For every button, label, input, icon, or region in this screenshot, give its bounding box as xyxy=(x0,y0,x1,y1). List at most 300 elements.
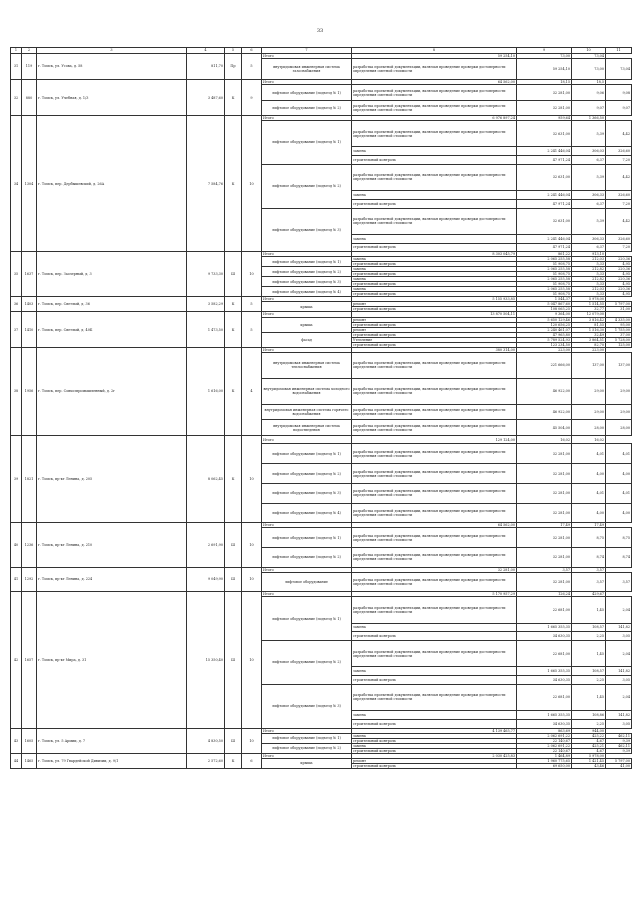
work-type: ремонт xyxy=(352,302,517,307)
value-11: 4,42 xyxy=(606,208,632,234)
value-9: 2 065 255,58 xyxy=(517,267,572,272)
value-9: 32 281,00 xyxy=(517,503,572,523)
value-10: 959,64 xyxy=(517,116,572,121)
work-type: строительный контроль xyxy=(352,156,517,165)
work-type: разработка проектной документации, включая проведение проверки достоверности определения сметной стоимости xyxy=(352,420,517,435)
value-11: 462,11 xyxy=(606,743,632,748)
value-11: 5 728,00 xyxy=(606,337,632,342)
value-10: 306,03 xyxy=(572,147,606,156)
value-11: 3,57 xyxy=(606,572,632,592)
category: К xyxy=(225,80,242,116)
value-11: 28,00 xyxy=(606,420,632,435)
value-11: 16,02 xyxy=(572,435,606,444)
work-type: строительный контроль xyxy=(352,262,517,267)
floors: 10 xyxy=(242,116,262,252)
value-10: 3,57 xyxy=(572,572,606,592)
value-9: 22 140,67 xyxy=(517,748,572,753)
value-10: 43,46 xyxy=(572,763,606,768)
building-code: 1637 xyxy=(22,252,37,297)
value-9: 59 254,10 xyxy=(517,58,572,80)
value-10: 4,00 xyxy=(572,464,606,484)
work-type: ремонт xyxy=(352,317,517,322)
table-row xyxy=(11,592,632,595)
value-11: 2,04 xyxy=(606,684,632,710)
value-10: 2,25 xyxy=(572,676,606,685)
element-name: лифтовое оборудование (подъезд № 2) xyxy=(262,100,352,115)
value-10: 126,24 xyxy=(517,592,572,597)
value-10: 5,33 xyxy=(572,292,606,297)
value-10: 9,07 xyxy=(572,100,606,115)
value-9: 32 631,00 xyxy=(517,164,572,190)
column-number: 4 xyxy=(187,48,225,54)
value-11: 5 978,00 xyxy=(572,753,606,758)
value-9: 108 065,25 xyxy=(517,307,572,312)
work-type: разработка проектной документации, включая проведение проверки достоверности определения сметной стоимости xyxy=(352,572,517,592)
work-type: замена xyxy=(352,667,517,676)
element-name: фасад xyxy=(262,332,352,347)
value-11: 4,42 xyxy=(606,164,632,190)
floors: 10 xyxy=(242,592,262,728)
value-11: 462,11 xyxy=(606,733,632,738)
value-11: 2,04 xyxy=(606,641,632,667)
value-11: 1 366,50 xyxy=(572,116,606,121)
work-type: Итого xyxy=(262,592,352,597)
area: 8 062,45 xyxy=(187,435,225,523)
work-type: разработка проектной документации, включая проведение проверки достоверности определения сметной стоимости xyxy=(352,85,517,100)
value-10: 8,74 xyxy=(572,547,606,567)
value-9: 123 234,50 xyxy=(517,342,572,347)
value-10: 4,00 xyxy=(572,503,606,523)
work-type: ремонт xyxy=(352,327,517,332)
value-11: 7,20 xyxy=(606,199,632,208)
work-type: замена xyxy=(352,623,517,632)
value-11: 17,49 xyxy=(572,523,606,528)
value-11: 3,57 xyxy=(572,567,606,572)
work-type: Итого xyxy=(262,53,352,58)
value-11: 1 755,00 xyxy=(606,327,632,332)
element-name: внутридомовая инженерная система теплоснабжения xyxy=(262,352,352,378)
work-type: строительный контроль xyxy=(352,199,517,208)
value-11: 3,05 xyxy=(606,676,632,685)
value-10: 17,49 xyxy=(517,523,572,528)
value-9: 6 976 897,24 xyxy=(352,116,517,121)
value-9: 34 630,35 xyxy=(517,719,572,728)
work-type: Итого xyxy=(262,728,352,733)
value-11: 9,39 xyxy=(606,748,632,753)
value-11: 4 335,00 xyxy=(606,317,632,322)
value-10: 1 421,45 xyxy=(572,758,606,763)
value-10: 425,22 xyxy=(572,733,606,738)
floors: 5 xyxy=(242,53,262,80)
value-11: 220,36 xyxy=(606,287,632,292)
value-9: 22 681,00 xyxy=(517,684,572,710)
address: г. Томск, ул. 79 Гвардейской Дивизии, д. 9/1 xyxy=(37,753,187,768)
value-11: 5 797,00 xyxy=(606,758,632,763)
address: г. Томск, пер. Дербышевский, д. 26А xyxy=(37,116,187,252)
value-10: 6,37 xyxy=(572,199,606,208)
building-code: 1605 xyxy=(22,728,37,753)
area: 9 049,90 xyxy=(187,567,225,592)
category: К xyxy=(225,753,242,768)
value-10: 108,57 xyxy=(572,667,606,676)
value-9: 51 908,75 xyxy=(517,262,572,267)
table-row xyxy=(11,297,632,300)
value-9: 46 922,00 xyxy=(517,378,572,404)
value-9: 34 630,35 xyxy=(517,676,572,685)
value-9: 47 971,24 xyxy=(517,243,572,252)
value-9: 51 908,75 xyxy=(517,272,572,277)
value-11: 326,60 xyxy=(606,191,632,200)
value-10: 3 816,42 xyxy=(572,317,606,322)
value-10: 9 364,00 xyxy=(517,312,572,317)
element-name: крыша xyxy=(262,302,352,312)
value-11: 9,08 xyxy=(606,85,632,100)
address: г. Томск, ул. Учебная, д. 1/3 xyxy=(37,80,187,116)
value-10: 32,49 xyxy=(572,332,606,337)
value-9: 8 303 045,79 xyxy=(352,252,517,257)
work-type: замена xyxy=(352,711,517,720)
row-number: 43 xyxy=(11,728,22,753)
value-9: 22 681,00 xyxy=(517,641,572,667)
work-type: строительный контроль xyxy=(352,322,517,327)
value-11: 12 079,00 xyxy=(572,312,606,317)
column-number: 9 xyxy=(517,48,572,54)
element-name: лифтовое оборудование (подъезд № 2) xyxy=(262,267,352,277)
value-9: 2 065 255,58 xyxy=(517,277,572,282)
value-9: 2 062 691,22 xyxy=(517,733,572,738)
work-type: разработка проектной документации, включая проведение проверки достоверности определения сметной стоимости xyxy=(352,444,517,464)
value-11: 41,00 xyxy=(606,763,632,768)
value-11: 220,36 xyxy=(606,257,632,262)
column-number: 7 xyxy=(262,48,352,54)
value-10: 223,00 xyxy=(517,347,572,352)
value-11: 220,36 xyxy=(606,267,632,272)
work-type: Итого xyxy=(262,80,352,85)
work-type: замена xyxy=(352,234,517,243)
row-number: 41 xyxy=(11,567,22,592)
work-type: Итого xyxy=(262,435,352,444)
work-type: замена xyxy=(352,287,517,292)
value-10: 32,77 xyxy=(572,307,606,312)
work-type: разработка проектной документации, включая проведение проверки достоверности определения сметной стоимости xyxy=(352,684,517,710)
value-10: 1,45 xyxy=(572,597,606,623)
value-10: 18,15 xyxy=(517,80,572,85)
element-name: лифтовое оборудование (подъезд № 2) xyxy=(262,164,352,208)
element-name: лифтовое оборудование xyxy=(262,572,352,592)
value-11: 37,00 xyxy=(606,332,632,337)
value-9: 45 504,00 xyxy=(517,420,572,435)
category: К xyxy=(225,116,242,252)
value-10: 2,25 xyxy=(572,719,606,728)
element-name: внутридомовая инженерная система водоотведения xyxy=(262,420,352,435)
row-number: 39 xyxy=(11,435,22,523)
value-9: 34 630,35 xyxy=(517,632,572,641)
value-10: 16,02 xyxy=(517,435,572,444)
value-11: 223,00 xyxy=(572,347,606,352)
work-type: разработка проектной документации, включая проведение проверки достоверности определения сметной стоимости xyxy=(352,352,517,378)
building-code: 1403 xyxy=(22,297,37,312)
value-11: 4,42 xyxy=(606,121,632,147)
work-type: разработка проектной документации, включая проведение проверки достоверности определения сметной стоимости xyxy=(352,121,517,147)
area: 3 582,29 xyxy=(187,297,225,312)
work-type: замена xyxy=(352,743,517,748)
value-11: 137,00 xyxy=(606,352,632,378)
value-11: 8,75 xyxy=(606,528,632,548)
floors: 9 xyxy=(242,80,262,116)
value-9: 46 922,00 xyxy=(517,405,572,420)
building-code: 880 xyxy=(22,80,37,116)
value-11: 73,04 xyxy=(606,58,632,80)
element-name: внутридомовая инженерная система холодного водоснабжения xyxy=(262,378,352,404)
category: Ш xyxy=(225,592,242,728)
value-10: 425,21 xyxy=(572,743,606,748)
table-row xyxy=(11,567,632,570)
work-type: строительный контроль xyxy=(352,243,517,252)
value-11: 5 978,00 xyxy=(572,297,606,302)
value-10: 5,39 xyxy=(572,208,606,234)
element-name: лифтовое оборудование (подъезд № 4) xyxy=(262,503,352,523)
table-row xyxy=(11,728,632,731)
work-type: разработка проектной документации, включая проведение проверки достоверности определения сметной стоимости xyxy=(352,208,517,234)
floors: 10 xyxy=(242,567,262,592)
category: Ш xyxy=(225,728,242,753)
element-name: лифтовое оборудование (подъезд № 1) xyxy=(262,444,352,464)
value-11: 9,39 xyxy=(606,738,632,743)
work-type: строительный контроль xyxy=(352,719,517,728)
floors: 6 xyxy=(242,753,262,768)
category: Ш xyxy=(225,252,242,297)
building-code: 1465 xyxy=(22,753,37,768)
floors: 10 xyxy=(242,728,262,753)
area: 7 584,76 xyxy=(187,116,225,252)
work-type: замена xyxy=(352,257,517,262)
work-type: Итого xyxy=(262,753,352,758)
work-type: строительный контроль xyxy=(352,282,517,287)
column-number: 5 xyxy=(225,48,242,54)
value-11: 4,95 xyxy=(606,282,632,287)
work-type: замена xyxy=(352,267,517,272)
value-11: 4,95 xyxy=(606,262,632,267)
value-9: 2 241 446,04 xyxy=(517,191,572,200)
value-10: 1 544,37 xyxy=(517,297,572,302)
value-11: 141,82 xyxy=(606,623,632,632)
value-9: 32 281,00 xyxy=(517,483,572,503)
building-code: 1292 xyxy=(22,567,37,592)
value-9: 32 281,00 xyxy=(517,572,572,592)
value-10: 212,82 xyxy=(572,267,606,272)
work-type: строительный контроль xyxy=(352,272,517,277)
work-type: замена xyxy=(352,733,517,738)
element-name: лифтовое оборудование (подъезд № 1) xyxy=(262,528,352,548)
work-type: разработка проектной документации, включая проведение проверки достоверности определения сметной стоимости xyxy=(352,503,517,523)
work-type: разработка проектной документации, включая проведение проверки достоверности определения сметной стоимости xyxy=(352,547,517,567)
element-name: лифтовое оборудование (подъезд № 1) xyxy=(262,257,352,267)
value-10: 1 514,55 xyxy=(572,302,606,307)
element-name: лифтовое оборудование (подъезд № 3) xyxy=(262,684,352,728)
value-9: 5 155 933,85 xyxy=(352,297,517,302)
value-10: 137,00 xyxy=(572,352,606,378)
floors: 10 xyxy=(242,523,262,567)
value-9: 2 241 446,04 xyxy=(517,147,572,156)
value-10: 861,22 xyxy=(517,252,572,257)
address: г. Томск, пер. Совхозпромышленный, д. 2г xyxy=(37,347,187,435)
value-10: 212,03 xyxy=(572,257,606,262)
value-10: 1,45 xyxy=(572,641,606,667)
column-number: 2 xyxy=(22,48,37,54)
work-type: разработка проектной документации, включая проведение проверки достоверности определения сметной стоимости xyxy=(352,641,517,667)
row-number: 36 xyxy=(11,297,22,312)
value-10: 3 864,51 xyxy=(572,337,606,342)
value-11: 944,00 xyxy=(572,728,606,733)
row-number: 44 xyxy=(11,753,22,768)
work-type: строительный контроль xyxy=(352,763,517,768)
building-code: 1236 xyxy=(22,523,37,567)
area: 2 691,90 xyxy=(187,523,225,567)
value-11: 4,01 xyxy=(606,444,632,464)
value-10: 73,00 xyxy=(572,58,606,80)
table-row xyxy=(11,252,632,255)
value-10: 2,25 xyxy=(572,632,606,641)
work-type: разработка проектной документации, включая проведение проверки достоверности определения сметной стоимости xyxy=(352,597,517,623)
value-9: 69 650,00 xyxy=(517,763,572,768)
work-type: строительный контроль xyxy=(352,342,517,347)
address: г. Томск, пер. Светлый, д. 40Б xyxy=(37,312,187,347)
category: Ш xyxy=(225,567,242,592)
building-code: 1304 xyxy=(22,116,37,252)
value-10: 5,33 xyxy=(572,282,606,287)
work-type: Итого xyxy=(262,523,352,528)
value-11: 141,82 xyxy=(606,667,632,676)
value-9: 5 650 129,46 xyxy=(517,317,572,322)
value-10: 6,37 xyxy=(572,156,606,165)
value-10: 1 516,30 xyxy=(572,327,606,332)
element-name: лифтовое оборудование (подъезд № 2) xyxy=(262,743,352,753)
table-row xyxy=(11,312,632,315)
column-number: 1 xyxy=(11,48,22,54)
address: г. Томск, ул. Усова, д. 58 xyxy=(37,53,187,80)
value-11: 8,74 xyxy=(606,547,632,567)
element-name: лифтовое оборудование (подъезд № 3) xyxy=(262,277,352,287)
value-9: 2 065 255,58 xyxy=(517,287,572,292)
category: К xyxy=(225,435,242,523)
value-11: 913,10 xyxy=(572,252,606,257)
element-name: лифтовое оборудование (подъезд № 1) xyxy=(262,733,352,743)
value-9: 5 047 867,60 xyxy=(517,302,572,307)
value-11: 7,20 xyxy=(606,243,632,252)
value-9: 4 139 465,77 xyxy=(352,728,517,733)
value-11: 18,5 xyxy=(572,80,606,85)
table-row xyxy=(11,116,632,119)
table-row xyxy=(11,347,632,350)
work-type: строительный контроль xyxy=(352,738,517,743)
value-10: 82,70 xyxy=(572,342,606,347)
work-type: замена xyxy=(352,277,517,282)
work-type: замена xyxy=(352,147,517,156)
building-code: 1956 xyxy=(22,347,37,435)
value-11: 9,07 xyxy=(606,100,632,115)
value-10: 9,06 xyxy=(572,85,606,100)
value-9: 2 030 425,83 xyxy=(352,753,517,758)
value-9: 32 631,00 xyxy=(517,208,572,234)
address: г. Томск, пр-кт Ленина, д. 210 xyxy=(37,523,187,567)
area: 15 350,40 xyxy=(187,592,225,728)
value-11: 429,67 xyxy=(572,592,606,597)
category: К xyxy=(225,347,242,435)
register-body xyxy=(11,48,632,769)
row-number: 37 xyxy=(11,312,22,347)
address: г. Томск, пер. Заозерный, д. 3 xyxy=(37,252,187,297)
category: К xyxy=(225,297,242,312)
value-11: 4,00 xyxy=(606,464,632,484)
value-9: 5 170 957,29 xyxy=(352,592,517,597)
work-type: Итого xyxy=(262,347,352,352)
column-number: 11 xyxy=(606,48,632,54)
element-name: лифтовое оборудование (подъезд № 1) xyxy=(262,121,352,165)
work-type: замена xyxy=(352,191,517,200)
value-9: 51 908,75 xyxy=(517,282,572,287)
value-9: 47 971,24 xyxy=(517,156,572,165)
work-type: ремонт xyxy=(352,758,517,763)
value-11: 326,60 xyxy=(606,147,632,156)
value-10: 29,00 xyxy=(572,378,606,404)
area: 2 572,60 xyxy=(187,753,225,768)
row-number: 32 xyxy=(11,80,22,116)
work-type: разработка проектной документации, включая проведение проверки достоверности определения сметной стоимости xyxy=(352,164,517,190)
value-10: 108,57 xyxy=(572,623,606,632)
value-9: 2 062 691,22 xyxy=(517,743,572,748)
value-10: 863,69 xyxy=(517,728,572,733)
work-type: строительный контроль xyxy=(352,632,517,641)
value-11: 31,00 xyxy=(606,307,632,312)
value-10: 28,00 xyxy=(572,420,606,435)
value-11: 4,00 xyxy=(606,503,632,523)
value-9: 32 281,00 xyxy=(517,85,572,100)
row-number: 38 xyxy=(11,347,22,435)
value-10: 5,33 xyxy=(572,272,606,277)
value-9: 1 960 775,65 xyxy=(517,758,572,763)
value-11: 7,20 xyxy=(606,156,632,165)
value-11: 4,01 xyxy=(606,483,632,503)
value-10: 1 464,89 xyxy=(517,753,572,758)
work-type: Итого xyxy=(262,116,352,121)
value-11: 4,95 xyxy=(606,292,632,297)
element-name: лифтовое оборудование (подъезд № 2) xyxy=(262,547,352,567)
value-10: 5,33 xyxy=(572,262,606,267)
value-10: 3,57 xyxy=(517,567,572,572)
value-11: 29,00 xyxy=(606,405,632,420)
value-10: 5,39 xyxy=(572,164,606,190)
value-9: 1 665 355,35 xyxy=(517,667,572,676)
value-9: 51 908,75 xyxy=(517,292,572,297)
value-9: 32 281,00 xyxy=(517,444,572,464)
work-type: разработка проектной документации, включая проведение проверки достоверности определения сметной стоимости xyxy=(352,378,517,404)
value-10: 4,01 xyxy=(572,483,606,503)
value-10: 4,67 xyxy=(572,748,606,753)
floors: 10 xyxy=(242,252,262,297)
work-type: Итого xyxy=(262,297,352,302)
value-11: 125,00 xyxy=(606,342,632,347)
value-10: 1,45 xyxy=(572,684,606,710)
value-11: 141,82 xyxy=(606,711,632,720)
value-11: 73,04 xyxy=(572,53,606,58)
element-name: лифтовое оборудование (подъезд № 1) xyxy=(262,85,352,100)
address: г. Томск, пр-кт Ленина, д. 224 xyxy=(37,567,187,592)
category: К xyxy=(225,312,242,347)
address: г. Томск, пер. Светлый, д. 36 xyxy=(37,297,187,312)
work-type: разработка проектной документации, включая проведение проверки достоверности определения сметной стоимости xyxy=(352,528,517,548)
value-9: 13 870 504,11 xyxy=(352,312,517,317)
building-code: 1410 xyxy=(22,312,37,347)
